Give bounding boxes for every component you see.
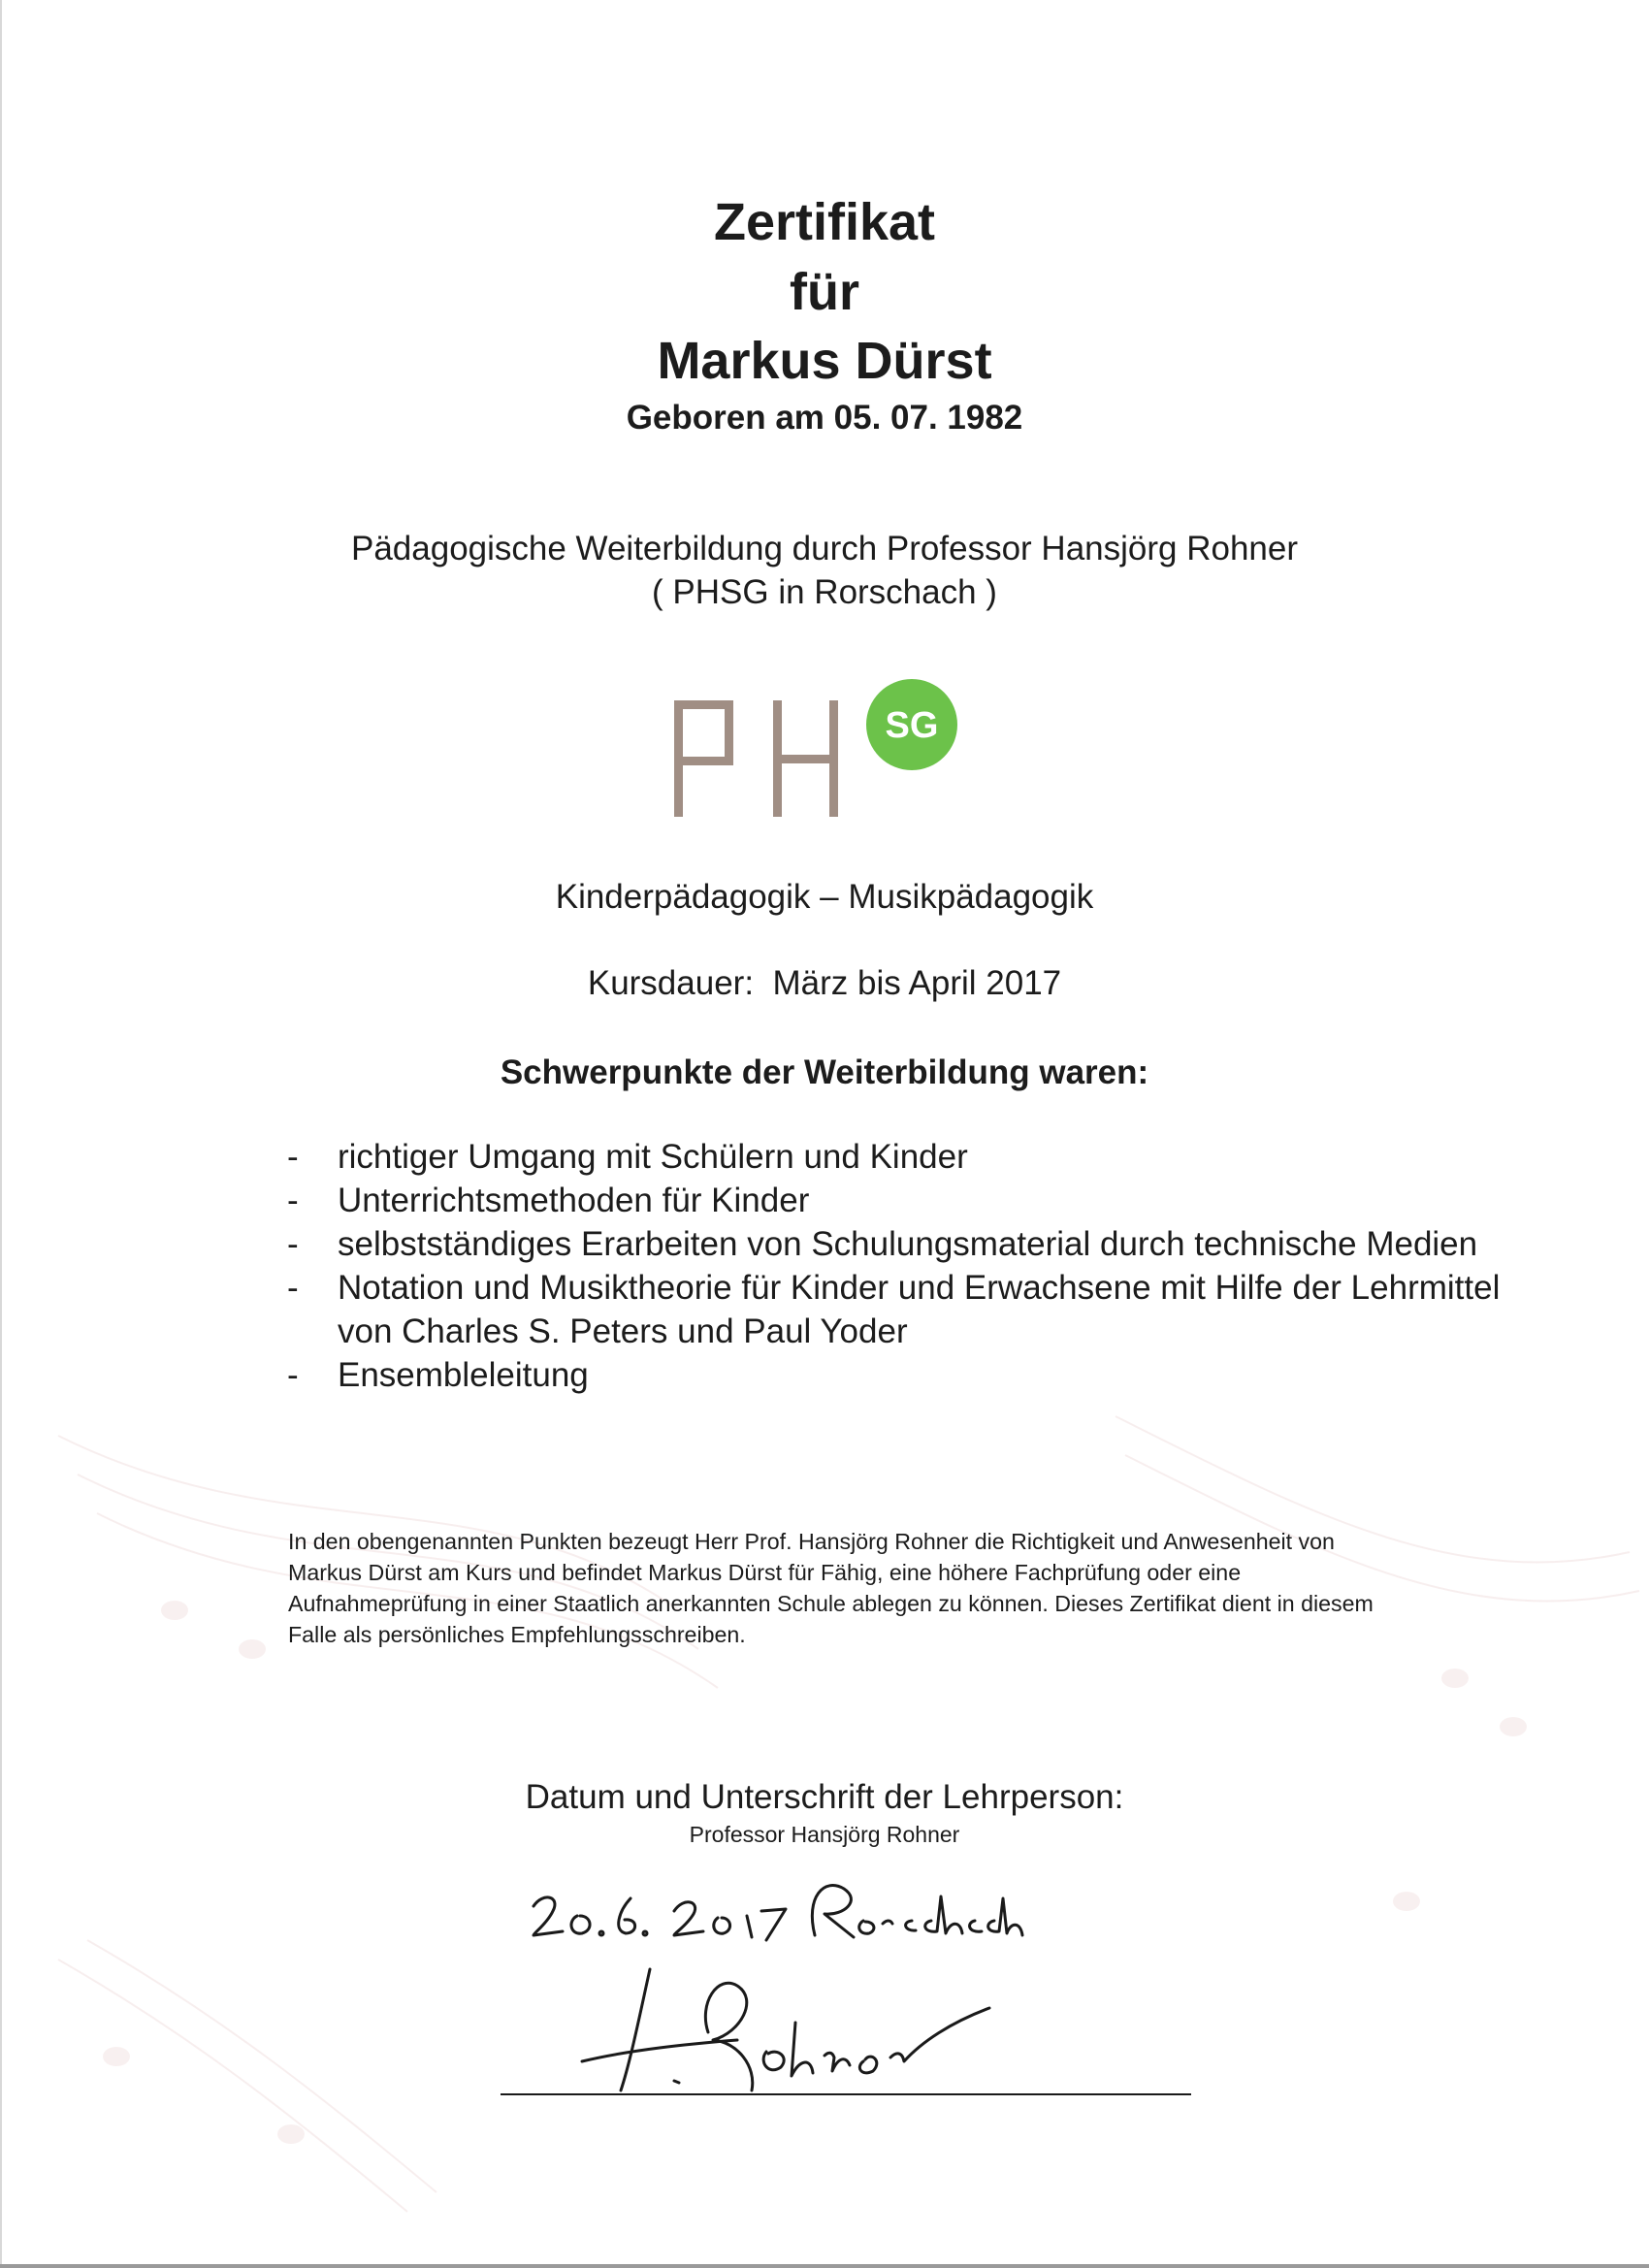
statement-paragraph: In den obengenannten Punkten bezeugt Herr Prof. Hansjörg Rohner die Richtigkeit und Anwesenheit von Markus Dürst am Kurs und befindet Markus Dürst für Fähig, eine höhere Fachprüfung oder eine Aufnahmeprüfung in einer Staatlich anerkannten Schule ablegen zu können. Dieses Zertifikat dient in diesem Falle als persönliches Empfehlungsschreiben. <box>288 1529 1374 1647</box>
birth-date: Geboren am 05. 07. 1982 <box>626 399 1023 437</box>
list-dash: - <box>287 1356 299 1394</box>
focus-heading: Schwerpunkte der Weiterbildung waren: <box>500 1053 1149 1091</box>
duration-label: Kursdauer: <box>587 964 755 1002</box>
sg-badge-text: SG <box>885 705 939 746</box>
signature-label: Datum und Unterschrift der Lehrperson: <box>525 1778 1124 1816</box>
list-dash: - <box>287 1138 299 1176</box>
list-item-text: richtiger Umgang mit Schülern und Kinder <box>338 1138 968 1176</box>
list-item-text: selbstständiges Erarbeiten von Schulungsmaterial durch technische Medien <box>338 1225 1478 1263</box>
list-item-text: Unterrichtsmethoden für Kinder <box>338 1182 810 1219</box>
list-item <box>287 1222 1509 1266</box>
list-item-text: Ensembleleitung <box>338 1356 589 1394</box>
list-item <box>287 1266 1509 1353</box>
for-word: für <box>790 263 859 321</box>
subjects: Kinderpädagogik – Musikpädagogik <box>555 878 1094 916</box>
course-institution: ( PHSG in Rorschach ) <box>652 573 997 611</box>
list-item <box>287 1179 1509 1222</box>
scan-edge-bottom <box>0 2264 1649 2268</box>
list-dash: - <box>287 1269 299 1307</box>
signer-name: Professor Hansjörg Rohner <box>689 1822 960 1847</box>
handwritten-signature <box>504 1877 1048 2100</box>
signature-line <box>501 2093 1191 2095</box>
list-item <box>287 1353 1509 1397</box>
phsg-logo <box>674 679 1014 825</box>
course-duration <box>0 963 1649 1004</box>
list-dash: - <box>287 1182 299 1219</box>
certificate-title: Zertifikat <box>713 193 936 251</box>
course-description: Pädagogische Weiterbildung durch Professor Hansjörg Rohner <box>350 530 1299 567</box>
recipient-name: Markus Dürst <box>657 332 992 390</box>
list-item-text: Notation und Musiktheorie für Kinder und Erwachsene mit Hilfe der Lehrmittel von Charles S. Peters und Paul Yoder <box>338 1269 1501 1350</box>
list-dash: - <box>287 1225 299 1263</box>
list-item <box>287 1135 1509 1179</box>
duration-value: März bis April 2017 <box>772 964 1062 1002</box>
focus-list <box>287 1135 1509 1397</box>
